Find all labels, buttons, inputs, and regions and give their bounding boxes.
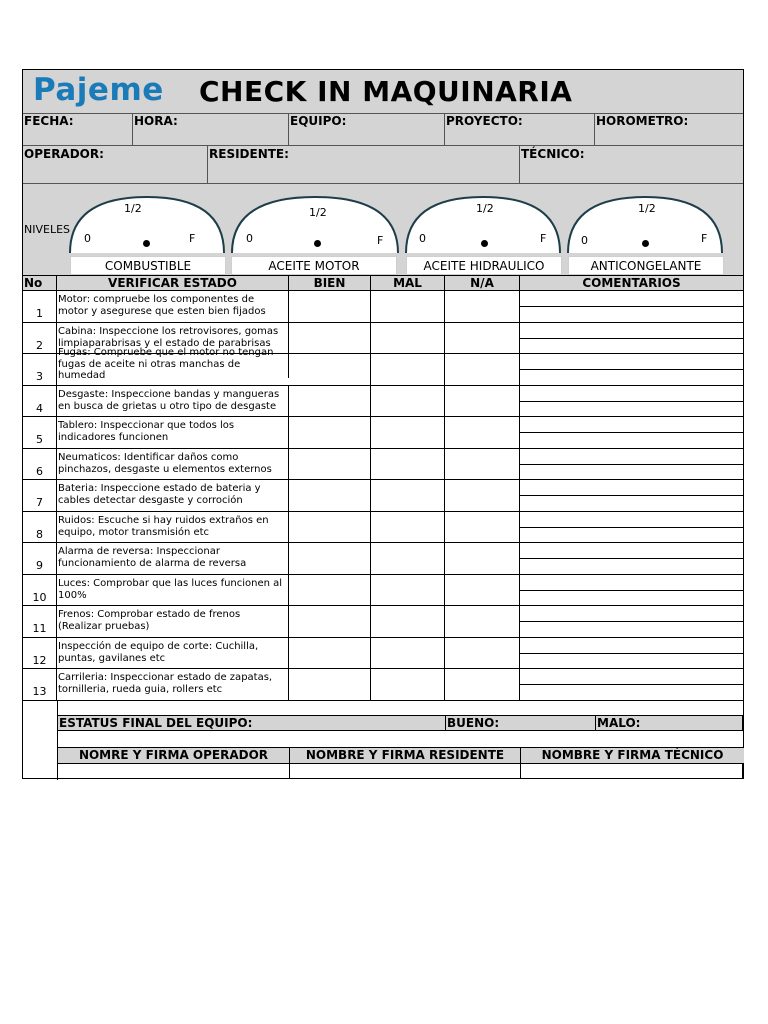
row-number: 5 [23, 417, 57, 448]
engine-oil-needle-dot [314, 240, 321, 247]
na-checkbox-cell[interactable] [445, 386, 520, 417]
hydraulic-gauge-name: ACEITE HIDRAULICO [406, 256, 562, 275]
fuel-needle-dot [143, 240, 150, 247]
row-description-line-2: puntas, gavilanes etc [58, 652, 166, 664]
comments-cell[interactable] [520, 669, 743, 700]
operator-signature-label: NOMRE Y FIRMA OPERADOR [58, 748, 289, 764]
bad-checkbox-cell[interactable] [371, 386, 445, 417]
comments-divider [520, 338, 743, 339]
levels-band [23, 184, 743, 275]
row-number: 3 [23, 354, 57, 385]
engine-oil-zero-label: 0 [246, 232, 253, 245]
comments-cell[interactable] [520, 449, 743, 480]
hydraulic-half-label: 1/2 [476, 202, 494, 215]
good-checkbox-cell[interactable] [289, 669, 371, 700]
na-checkbox-cell[interactable] [445, 606, 520, 637]
comments-divider [520, 527, 743, 528]
engine-oil-full-label: F [377, 234, 384, 247]
table-row [23, 638, 743, 670]
proyecto-field[interactable]: PROYECTO: [445, 114, 595, 145]
row-description-line-2: 100% [58, 589, 87, 601]
hydraulic-zero-label: 0 [419, 232, 426, 245]
na-checkbox-cell[interactable] [445, 638, 520, 669]
comments-cell[interactable] [520, 638, 743, 669]
comments-cell[interactable] [520, 543, 743, 574]
table-row [23, 543, 743, 575]
na-checkbox-cell[interactable] [445, 669, 520, 700]
row-number: 2 [23, 323, 57, 354]
fecha-field[interactable]: FECHA: [23, 114, 133, 145]
info-row-1 [23, 114, 743, 146]
row-description [57, 575, 289, 606]
bad-checkbox-cell[interactable] [371, 606, 445, 637]
info-row-2 [23, 146, 743, 184]
tecnico-field[interactable]: TÉCNICO: [521, 147, 585, 161]
fuel-full-label: F [189, 232, 196, 245]
row-description-line-1: Fugas: Compruebe que el motor no tengan [58, 347, 274, 358]
row-description [57, 347, 289, 381]
good-checkbox-cell[interactable] [289, 575, 371, 606]
row-number: 6 [23, 449, 57, 480]
row-description-line-1: Luces: Comprobar que las luces funcionen al [58, 577, 283, 589]
row-description-line-2: fugas de aceite ni otras manchas de [58, 358, 241, 370]
comments-divider [520, 653, 743, 654]
comments-divider [520, 495, 743, 496]
row-description-line-2: pinchazos, desgaste u elementos externos [58, 463, 272, 475]
row-description-line-2: tornilleria, rueda guia, rollers etc [58, 684, 223, 695]
status-good-field[interactable]: BUENO: [446, 716, 596, 730]
row-description [57, 669, 289, 700]
bad-checkbox-cell[interactable] [371, 669, 445, 700]
na-checkbox-cell[interactable] [445, 291, 520, 322]
fuel-gauge-name: COMBUSTIBLE [70, 256, 226, 275]
signatures-row [57, 747, 743, 779]
engine-oil-gauge-name: ACEITE MOTOR [231, 256, 397, 275]
company-logo: Pajeme [33, 72, 164, 108]
row-description-line-1: Alarma de reversa: Inspeccionar [58, 546, 220, 557]
row-description-line-3: humedad [58, 370, 106, 381]
comments-cell[interactable] [520, 354, 743, 385]
table-row [23, 347, 743, 386]
table-row [23, 449, 743, 481]
good-checkbox-cell[interactable] [289, 606, 371, 637]
bad-checkbox-cell[interactable] [371, 449, 445, 480]
form-title: CHECK IN MAQUINARIA [199, 75, 573, 108]
residente-field[interactable]: RESIDENTE: [208, 146, 520, 183]
table-row [23, 512, 743, 544]
comments-divider [520, 432, 743, 433]
row-number: 12 [23, 638, 57, 669]
bad-checkbox-cell[interactable] [371, 575, 445, 606]
row-description [57, 543, 289, 574]
row-number: 10 [23, 575, 57, 606]
row-description-line-1: Cabina: Inspeccione los retrovisores, gomas [58, 325, 279, 337]
row-description-line-2: (Realizar pruebas) [58, 621, 150, 632]
hydraulic-needle-dot [481, 240, 488, 247]
good-checkbox-cell[interactable] [289, 512, 371, 543]
checkin-form [22, 69, 744, 779]
good-checkbox-cell[interactable] [289, 291, 371, 322]
row-description [57, 480, 289, 511]
na-checkbox-cell[interactable] [445, 575, 520, 606]
good-checkbox-cell[interactable] [289, 449, 371, 480]
bad-checkbox-cell[interactable] [371, 291, 445, 322]
row-description [57, 291, 289, 322]
good-checkbox-cell[interactable] [289, 354, 371, 385]
row-description-line-2: cables detectar desgaste y corroción [58, 495, 243, 506]
coolant-zero-label: 0 [581, 234, 588, 247]
comments-divider [520, 684, 743, 685]
row-description-line-1: Tablero: Inspeccionar que todos los [58, 420, 235, 431]
row-description-line-2: motor y asegurese que esten bien fijados [58, 306, 266, 317]
row-description-line-1: Motor: compruebe los componentes de [58, 294, 255, 305]
row-description [57, 606, 289, 637]
row-description-line-1: Carrileria: Inspeccionar estado de zapatas, [58, 672, 273, 683]
bad-checkbox-cell[interactable] [371, 417, 445, 448]
fuel-half-label: 1/2 [124, 202, 142, 215]
final-status-row [57, 715, 743, 731]
table-row [23, 606, 743, 638]
fuel-zero-label: 0 [84, 232, 91, 245]
na-checkbox-cell[interactable] [445, 354, 520, 385]
bad-checkbox-cell[interactable] [371, 512, 445, 543]
table-row [23, 575, 743, 607]
row-description-line-2: indicadores funcionen [58, 432, 169, 443]
col-no: No [23, 276, 57, 291]
resident-signature[interactable] [290, 748, 521, 779]
good-checkbox-cell[interactable] [289, 480, 371, 511]
title-band [23, 70, 743, 114]
table-row [23, 417, 743, 449]
bad-checkbox-cell[interactable] [371, 354, 445, 385]
na-checkbox-cell[interactable] [445, 323, 520, 354]
engine-oil-gauge [229, 194, 401, 256]
comments-cell[interactable] [520, 575, 743, 606]
col-verify: VERIFICAR ESTADO [57, 276, 289, 291]
bad-checkbox-cell[interactable] [371, 323, 445, 354]
technician-signature-label: NOMBRE Y FIRMA TÉCNICO [521, 748, 744, 764]
hydraulic-full-label: F [540, 232, 547, 245]
operador-field[interactable]: OPERADOR: [23, 146, 208, 183]
engine-oil-half-label: 1/2 [309, 206, 327, 219]
col-comments: COMENTARIOS [582, 276, 681, 290]
row-number: 9 [23, 543, 57, 574]
table-row [23, 386, 743, 418]
good-checkbox-cell[interactable] [289, 417, 371, 448]
na-checkbox-cell[interactable] [445, 449, 520, 480]
row-description-line-2: en busca de grietas u otro tipo de desgaste [58, 400, 277, 412]
table-row [23, 669, 743, 701]
na-checkbox-cell[interactable] [445, 543, 520, 574]
good-checkbox-cell[interactable] [289, 638, 371, 669]
na-checkbox-cell[interactable] [445, 480, 520, 511]
final-status-label: ESTATUS FINAL DEL EQUIPO: [58, 716, 446, 730]
comments-cell[interactable] [520, 606, 743, 637]
operator-signature[interactable] [58, 748, 290, 779]
checklist-header [23, 275, 743, 291]
comments-cell[interactable] [520, 480, 743, 511]
comments-divider [520, 306, 743, 307]
row-number: 7 [23, 480, 57, 511]
row-number: 11 [23, 606, 57, 637]
coolant-needle-dot [642, 240, 649, 247]
row-description-line-1: Neumaticos: Identificar daños como [58, 451, 239, 463]
row-description-line-1: Ruidos: Escuche si hay ruidos extraños en [58, 514, 269, 526]
bad-checkbox-cell[interactable] [371, 638, 445, 669]
row-description [57, 449, 289, 480]
col-na: N/A [445, 276, 520, 291]
row-number: 1 [23, 291, 57, 322]
comments-divider [520, 464, 743, 465]
table-row [23, 291, 743, 323]
comments-cell[interactable] [520, 417, 743, 448]
coolant-half-label: 1/2 [638, 202, 656, 215]
na-checkbox-cell[interactable] [445, 512, 520, 543]
equipo-field[interactable]: EQUIPO: [289, 114, 445, 145]
comments-cell[interactable] [520, 386, 743, 417]
comments-divider [520, 369, 743, 370]
row-description-line-2: equipo, motor transmisión etc [58, 526, 210, 538]
comments-divider [520, 401, 743, 402]
comments-divider [520, 590, 743, 591]
good-checkbox-cell[interactable] [289, 323, 371, 354]
resident-signature-label: NOMBRE Y FIRMA RESIDENTE [290, 748, 520, 764]
table-row [23, 480, 743, 512]
row-description-line-1: Inspección de equipo de corte: Cuchilla, [58, 640, 259, 652]
row-description-line-2: limpiaparabrisas y el estado de parabrisas [58, 337, 271, 349]
row-description-line-2: funcionamiento de alarma de reversa [58, 558, 247, 569]
row-description [57, 638, 289, 669]
coolant-full-label: F [701, 232, 708, 245]
hora-field[interactable]: HORA: [133, 114, 289, 145]
col-bad: MAL [371, 276, 445, 291]
comments-cell[interactable] [520, 323, 743, 354]
technician-signature[interactable] [521, 748, 744, 779]
comments-divider [520, 621, 743, 622]
row-number: 8 [23, 512, 57, 543]
good-checkbox-cell[interactable] [289, 543, 371, 574]
row-description [57, 417, 289, 448]
col-good: BIEN [289, 276, 371, 291]
comments-cell[interactable] [520, 512, 743, 543]
row-number: 13 [23, 669, 57, 700]
bad-checkbox-cell[interactable] [371, 543, 445, 574]
row-description-line-1: Bateria: Inspeccione estado de bateria y [58, 483, 261, 494]
row-description-line-1: Frenos: Comprobar estado de frenos [58, 609, 241, 620]
bad-checkbox-cell[interactable] [371, 480, 445, 511]
levels-label: NIVELES [24, 223, 71, 236]
good-checkbox-cell[interactable] [289, 386, 371, 417]
row-description [57, 386, 289, 417]
row-description [57, 512, 289, 543]
status-bad-field[interactable]: MALO: [597, 716, 641, 730]
horometro-field[interactable]: HOROMETRO: [596, 114, 689, 128]
coolant-gauge-name: ANTICONGELANTE [568, 256, 724, 275]
row-number: 4 [23, 386, 57, 417]
comments-divider [520, 558, 743, 559]
na-checkbox-cell[interactable] [445, 417, 520, 448]
row-description-line-1: Desgaste: Inspeccione bandas y mangueras [58, 388, 280, 400]
comments-cell[interactable] [520, 291, 743, 322]
